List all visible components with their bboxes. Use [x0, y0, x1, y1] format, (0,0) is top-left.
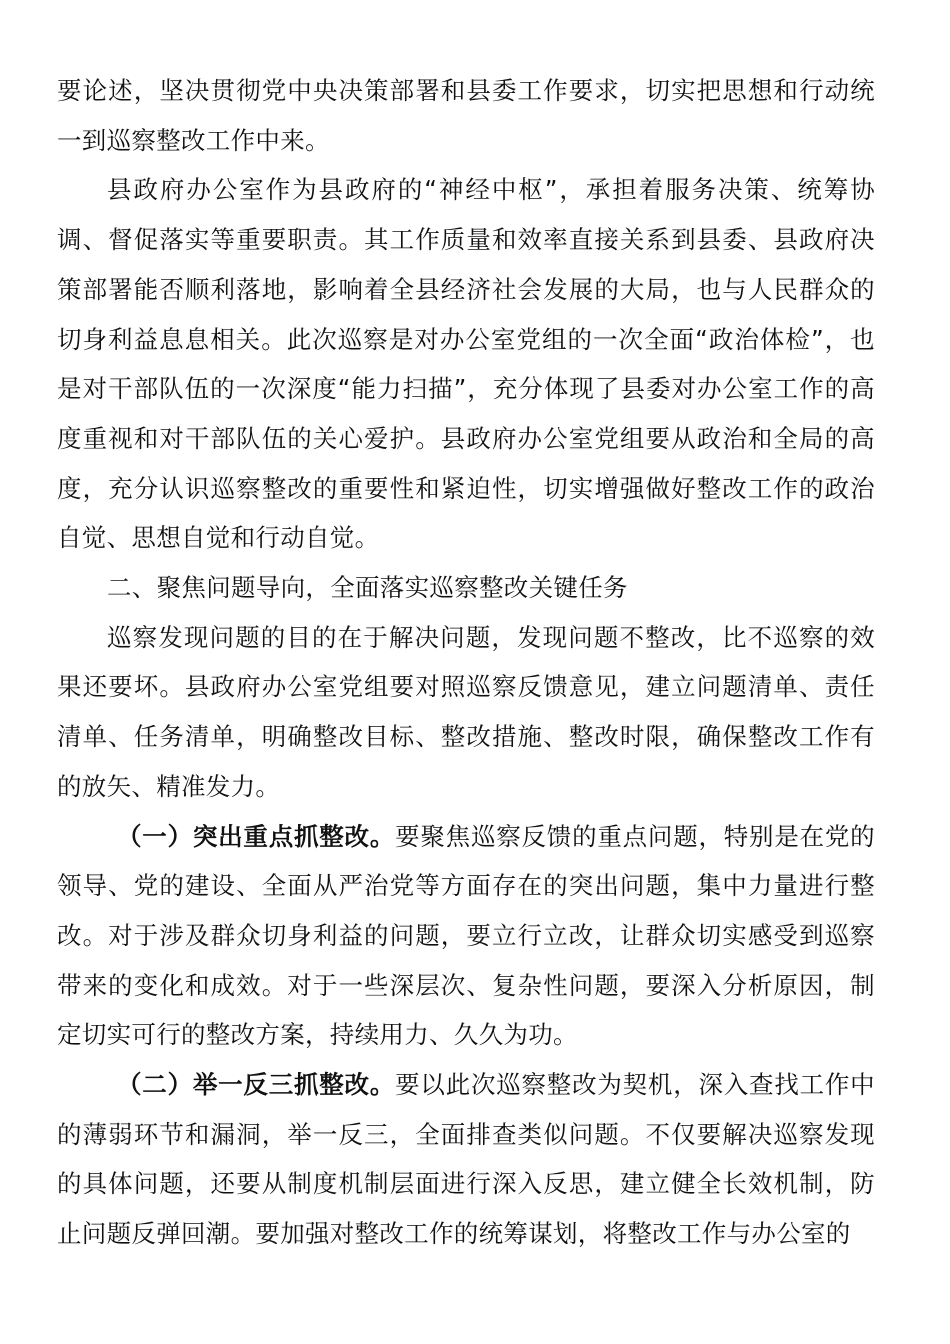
- section-intro-paragraph: 巡察发现问题的目的在于解决问题，发现问题不整改，比不巡察的效果还要坏。县政府办公室党组要对照巡察反馈意见，建立问题清单、责任清单、任务清单，明确整改目标、整改措施、整改时限，确保整改工作有的放矢、精准发力。: [57, 622, 875, 801]
- paragraph-continuation: 要论述，坚决贯彻党中央决策部署和县委工作要求，切实把思想和行动统一到巡察整改工作中来。: [57, 76, 875, 155]
- subsection-2-paragraph: [57, 1060, 875, 1259]
- subsection-2-title: （二）举一反三抓整改。: [117, 1070, 396, 1100]
- subsection-1-body: 要聚焦巡察反馈的重点问题，特别是在党的领导、党的建设、全面从严治党等方面存在的突出问题，集中力量进行整改。对于涉及群众切身利益的问题，要立行立改，让群众切实感受到巡察带来的变化和成效。对于一些深层次、复杂性问题，要深入分析原因，制定切实可行的整改方案，持续用力、久久为功。: [57, 821, 875, 1050]
- subsection-1-paragraph: [57, 812, 875, 1061]
- paragraph-office-role: 县政府办公室作为县政府的“神经中枢”，承担着服务决策、统筹协调、督促落实等重要职责。其工作质量和效率直接关系到县委、县政府决策部署能否顺利落地，影响着全县经济社会发展的大局，也与人民群众的切身利益息息相关。此次巡察是对办公室党组的一次全面“政治体检”，也是对干部队伍的一次深度“能力扫描”，充分体现了县委对办公室工作的高度重视和对干部队伍的关心爱护。县政府办公室党组要从政治和全局的高度，充分认识巡察整改的重要性和紧迫性，切实增强做好整改工作的政治自觉、思想自觉和行动自觉。: [57, 175, 875, 553]
- subsection-1-title: （一）突出重点抓整改。: [117, 821, 396, 851]
- document-page: [57, 66, 875, 1259]
- subsection-2-body: 要以此次巡察整改为契机，深入查找工作中的薄弱环节和漏洞，举一反三，全面排查类似问题。不仅要解决巡察发现的具体问题，还要从制度机制层面进行深入反思，建立健全长效机制，防止问题反弹回潮。要加强对整改工作的统筹谋划，将整改工作与办公室的: [57, 1070, 875, 1249]
- section-heading: 二、聚焦问题导向，全面落实巡察整改关键任务: [107, 573, 628, 603]
